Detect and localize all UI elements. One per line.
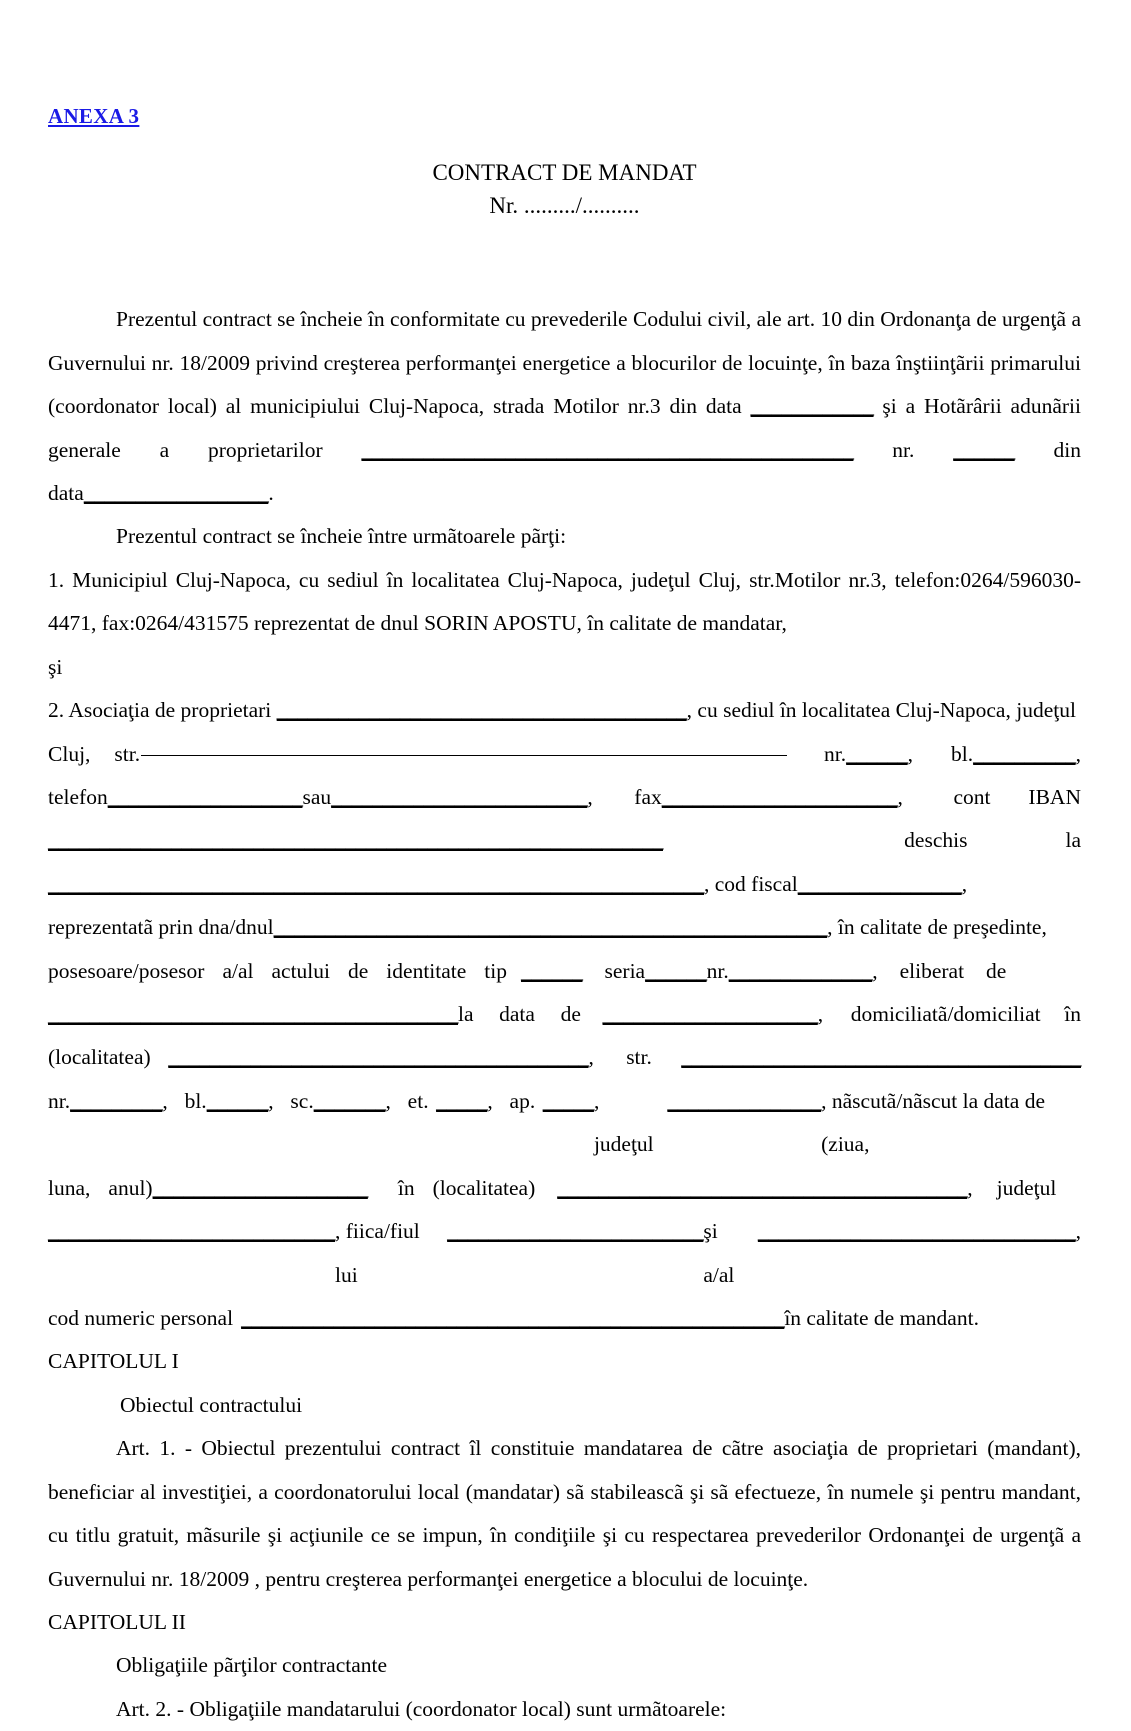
party2-reprezentata-label: reprezentatã prin dna/dnul xyxy=(48,915,274,940)
blank-data-eliberare: _____________________ xyxy=(602,1002,818,1027)
chapter-2-subheading: Obligaţiile pãrţilor contractante xyxy=(116,1653,388,1678)
party2-identitate-label: identitate xyxy=(386,958,467,983)
blank-domiciliu-ap: _____ xyxy=(542,1088,594,1113)
blank-banca: ________________________________________________________________ xyxy=(48,871,704,896)
party2-cnp-label: cod numeric personal xyxy=(48,1306,234,1331)
title-spacer xyxy=(48,222,1081,298)
party2-comma-7: , xyxy=(817,1002,824,1027)
blank-cod-fiscal: ________________ xyxy=(797,871,962,896)
party2-sediu-text: , cu sediul în localitatea Cluj-Napoca, judeţul xyxy=(686,698,1076,723)
party2-deschis-label: deschis xyxy=(904,828,968,853)
party2-comma-3: , xyxy=(587,784,593,809)
blank-strada xyxy=(141,755,787,756)
contract-number-line: Nr. ........./.......... xyxy=(489,192,640,218)
party2-comma-13: , xyxy=(967,1175,973,1200)
party2-comma-11: , xyxy=(385,1088,391,1113)
chapter-1-subheading: Obiectul contractului xyxy=(120,1392,303,1417)
blank-nr: ______ xyxy=(953,437,1015,462)
party2-line-10 xyxy=(48,1080,1081,1167)
party2-iban-label: IBAN xyxy=(1028,784,1081,809)
party2-bl-label-2: bl. xyxy=(184,1088,207,1113)
party2-line-2 xyxy=(48,733,1081,776)
party2-fiica-label: , fiica/fiul lui xyxy=(335,1219,420,1287)
intro-text-part-2: şi a Hotãrârii adunãrii generale a proprietarilor xyxy=(48,394,1081,462)
blank-cnp: _____________________________________________________ xyxy=(241,1306,785,1331)
document-content xyxy=(48,0,1081,1731)
party2-line-4 xyxy=(48,819,1081,862)
blank-eliberat-de: ________________________________________ xyxy=(48,1002,458,1027)
party2-fax-label: fax xyxy=(634,784,662,809)
party2-data-label: data xyxy=(499,1002,535,1027)
blank-domiciliu-et: _____ xyxy=(436,1088,488,1113)
party2-localitatea-label-1: (localitatea) xyxy=(48,1045,151,1070)
party2-de-label-2: de xyxy=(986,958,1007,983)
blank-bloc: __________ xyxy=(973,741,1076,766)
document-title-block xyxy=(48,157,1081,222)
party2-actului-label: actului xyxy=(271,958,330,983)
party2-localitatea-label-2: (localitatea) xyxy=(432,1175,536,1200)
intro-text-part-1: Prezentul contract se încheie în conformitate cu prevederile Codului civil, ale art. 10 din Ordonanţa de urgenţã a Guvernului nr. 18/2009 privind creşterea performanţei energetice a blocurilor de locuinţe, în baza înştiinţãrii primarului (coordonator local) al municipiului Cluj-Napoca, strada Motilor nr.3 din data xyxy=(48,307,1081,419)
party2-comma-1: , xyxy=(907,741,914,766)
party2-la-label-2: la xyxy=(458,1002,474,1027)
party2-sial-label: şi a/al xyxy=(703,1219,735,1287)
party2-comma-6: , xyxy=(872,958,878,983)
blank-domiciliu-nr: _________ xyxy=(70,1088,163,1113)
party2-domiciliat-label: domiciliatã/domiciliat xyxy=(850,1002,1041,1027)
party2-in-label-2: în xyxy=(397,1175,415,1200)
blank-domiciliu-bl: ______ xyxy=(206,1088,269,1113)
party2-aal-label: a/al xyxy=(222,958,254,983)
blank-judet-nastere: ____________________________ xyxy=(48,1219,335,1244)
party2-sc-label: sc. xyxy=(290,1088,314,1113)
blank-localitate-nastere: ________________________________________ xyxy=(557,1175,968,1200)
blank-data-nastere: _____________________ xyxy=(152,1175,368,1200)
chapter-2-heading: CAPITOLUL II xyxy=(48,1609,186,1634)
party2-cont-label: cont xyxy=(953,784,991,809)
blank-domiciliu-sc: _______ xyxy=(313,1088,386,1113)
blank-domiciliu-judet: _______________ xyxy=(667,1088,822,1113)
party2-tip-label: tip xyxy=(484,958,507,983)
intro-text-part-5: . xyxy=(268,481,274,505)
party2-nascut-text: , nãscutã/nãscut la data de (ziua, xyxy=(821,1088,1045,1157)
party2-mandant-text: în calitate de mandant. xyxy=(784,1306,979,1331)
party2-str-label: str. xyxy=(114,741,141,766)
party2-presedinte-text: , în calitate de preşedinte, xyxy=(827,915,1047,940)
blank-telefon-alt: _________________________ xyxy=(331,784,588,809)
blank-data-1: ____________ xyxy=(750,394,874,419)
chapter-1-heading: CAPITOLUL I xyxy=(48,1349,179,1374)
blank-data-2: __________________ xyxy=(83,481,269,505)
party2-line-5 xyxy=(48,863,1081,906)
blank-nume-tata: _________________________ xyxy=(447,1219,704,1244)
party2-line-13 xyxy=(48,1297,1081,1340)
party2-comma-12: , xyxy=(487,1088,493,1113)
party1-conjunction: şi xyxy=(48,654,63,679)
intro-text-part-4: din data xyxy=(48,437,1081,505)
party2-bl-label: bl. xyxy=(951,741,974,766)
party2-nr-label-2: nr. xyxy=(48,1088,71,1113)
party2-line-3 xyxy=(48,776,1081,819)
blank-numar: ______ xyxy=(846,741,908,766)
party2-de-label-3: de xyxy=(560,1002,581,1027)
annex-label: ANEXA 3 xyxy=(48,104,140,128)
party2-comma-8: , xyxy=(588,1045,594,1070)
party2-nr-act-label: nr. xyxy=(706,958,729,983)
blank-telefon: ___________________ xyxy=(107,784,303,809)
blank-reprezentant: ______________________________________________________ xyxy=(273,915,828,940)
party2-line-1 xyxy=(48,689,1081,732)
party2-cod-fiscal-label: , cod fiscal xyxy=(704,871,798,896)
party2-et-label: et. xyxy=(407,1088,429,1113)
intro-paragraph-2: Prezentul contract se încheie între urmãtoarele pãrţi: xyxy=(116,524,567,549)
party2-str-label-2: str. xyxy=(626,1045,652,1070)
party2-line-6 xyxy=(48,906,1081,949)
party2-la-label: la xyxy=(1065,828,1081,853)
chapter-2-body: Art. 2. - Obligaţiile mandatarului (coordonator local) sunt urmãtoarele: xyxy=(116,1696,727,1721)
blank-iban: ____________________________________________________________ xyxy=(48,828,663,853)
party2-label: 2. Asociaţia de proprietari xyxy=(48,698,277,723)
chapter-1-body: Art. 1. - Obiectul prezentului contract îl constituie mandatarea de cãtre asociaţia de proprietari (mandant), beneficiar al investiţiei, a coordonatorului local (mandatar) sã stabileascã şi sã efectueze, în numele şi pentru mandant, cu titlu gratuit, mãsurile şi acţiunile ce se impun, în condiţiile şi cu respectarea prevederilor Ordonanţei de urgenţã a Guvernului nr. 18/2009 , pentru creşterea performanţei energetice a blocului de locuinţe. xyxy=(48,1436,1081,1591)
blank-act-numar: ______________ xyxy=(728,958,873,983)
party1-paragraph: 1. Municipiul Cluj-Napoca, cu sediul în localitatea Cluj-Napoca, judeţul Cluj, str.Motilor nr.3, telefon:0264/596030-4471, fax:0264/431575 reprezentat de dnul SORIN APOSTU, în calitate de mandatar, xyxy=(48,567,1081,636)
blank-asociatie-nume: ________________________________________ xyxy=(276,698,687,723)
party2-comma-2: , xyxy=(1075,741,1081,766)
party2-judet-cluj: Cluj, xyxy=(48,741,91,766)
party2-luna-label: luna, xyxy=(48,1175,91,1200)
intro-paragraph-1 xyxy=(48,298,1081,515)
blank-act-tip: ______ xyxy=(521,958,583,983)
party2-in-label-1: în xyxy=(1064,1002,1081,1027)
party2-line-11 xyxy=(48,1167,1081,1210)
blank-hotarare: ________________________________________________ xyxy=(361,437,854,462)
blank-localitate-domiciliu: _________________________________________ xyxy=(168,1045,589,1070)
page-title: CONTRACT DE MANDAT xyxy=(432,160,697,185)
party2-ap-label: ap. xyxy=(509,1088,536,1113)
party2-line-7 xyxy=(48,950,1081,993)
party2-line-12 xyxy=(48,1210,1081,1297)
party2-line-8 xyxy=(48,993,1081,1036)
party2-eliberat-label: eliberat xyxy=(899,958,965,983)
party2-de-label-1: de xyxy=(348,958,369,983)
party2-comma-4: , xyxy=(897,784,903,809)
party2-comma-5: , xyxy=(961,871,968,896)
party2-comma-9: , xyxy=(162,1088,168,1113)
party2-line-9 xyxy=(48,1036,1081,1079)
party2-judetul-label-1: , judeţul xyxy=(593,1088,654,1157)
blank-nume-mama: _______________________________ xyxy=(757,1219,1076,1244)
party2-posesor-label: posesoare/posesor xyxy=(48,958,205,983)
party2-telefon-label: telefon xyxy=(48,784,108,809)
party2-comma-14: , xyxy=(1075,1219,1081,1244)
blank-strada-domiciliu: _______________________________________ xyxy=(681,1045,1081,1070)
party2-judetul-label-2: judeţul xyxy=(996,1175,1057,1200)
party2-seria-label: seria xyxy=(604,958,646,983)
party2-sau-label: sau xyxy=(302,784,332,809)
party2-anul-label: anul) xyxy=(108,1175,153,1200)
intro-text-part-3: nr. xyxy=(853,437,954,462)
blank-fax: _______________________ xyxy=(661,784,898,809)
party2-comma-10: , xyxy=(268,1088,274,1113)
party2-nr-label: nr. xyxy=(824,741,847,766)
blank-act-seria: ______ xyxy=(645,958,707,983)
